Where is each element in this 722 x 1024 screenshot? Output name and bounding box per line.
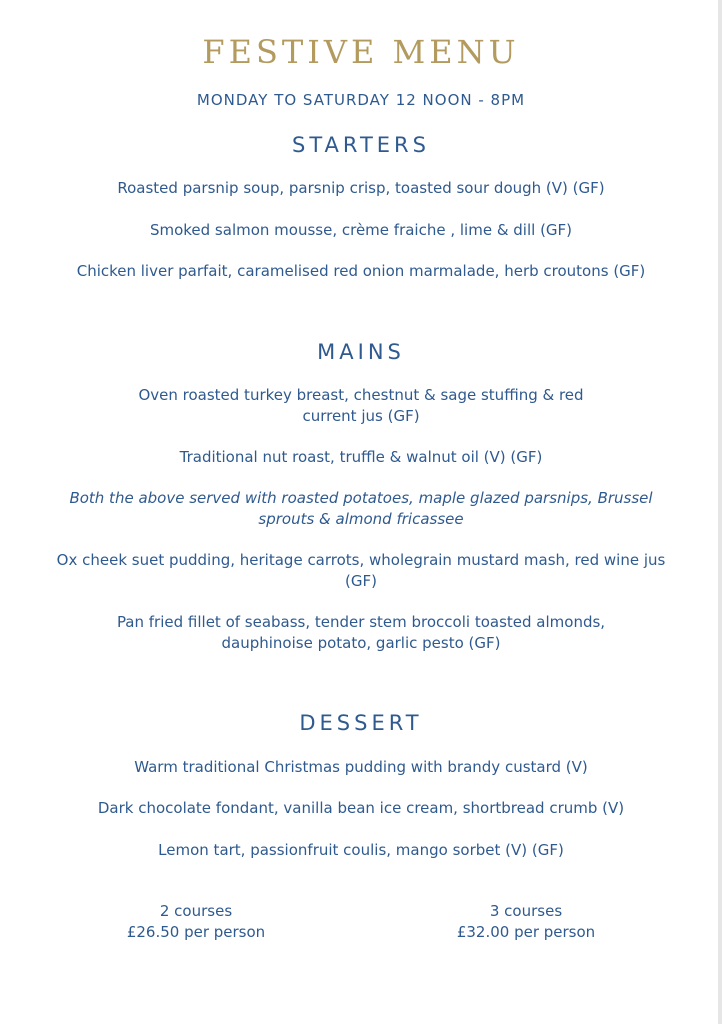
main-item: Oven roasted turkey breast, chestnut & sage stuffing & red current jus (GF) [138,386,584,425]
price-amount: £26.50 per person [126,923,266,941]
price-courses-label: 2 courses [159,902,233,920]
mains-heading: MAINS [317,340,405,364]
main-item: Traditional nut roast, truffle & walnut oil (V) (GF) [179,448,543,466]
price-courses-label: 3 courses [489,902,563,920]
dessert-item: Lemon tart, passionfruit coulis, mango sorbet (V) (GF) [158,841,564,859]
dessert-heading: DESSERT [299,711,423,735]
menu-title: FESTIVE MENU [202,33,520,71]
starter-item: Chicken liver parfait, caramelised red onion marmalade, herb croutons (GF) [76,262,646,280]
mains-accompaniment-note: Both the above served with roasted potatoes, maple glazed parsnips, Brussel sprouts & almond fricassee [69,489,653,528]
service-hours: MONDAY TO SATURDAY 12 NOON - 8PM [196,91,526,109]
starter-item: Roasted parsnip soup, parsnip crisp, toasted sour dough (V) (GF) [117,179,605,197]
price-three-courses [396,901,656,943]
price-two-courses [66,901,326,943]
main-item: Pan fried fillet of seabass, tender stem broccoli toasted almonds, dauphinoise potato, garlic pesto (GF) [116,613,606,652]
dessert-item: Warm traditional Christmas pudding with brandy custard (V) [134,758,588,776]
starter-item: Smoked salmon mousse, crème fraiche , lime & dill (GF) [149,221,573,239]
price-amount: £32.00 per person [456,923,596,941]
starters-heading: STARTERS [292,133,430,157]
dessert-item: Dark chocolate fondant, vanilla bean ice cream, shortbread crumb (V) [97,799,625,817]
main-item: Ox cheek suet pudding, heritage carrots, wholegrain mustard mash, red wine jus (GF) [56,551,666,590]
